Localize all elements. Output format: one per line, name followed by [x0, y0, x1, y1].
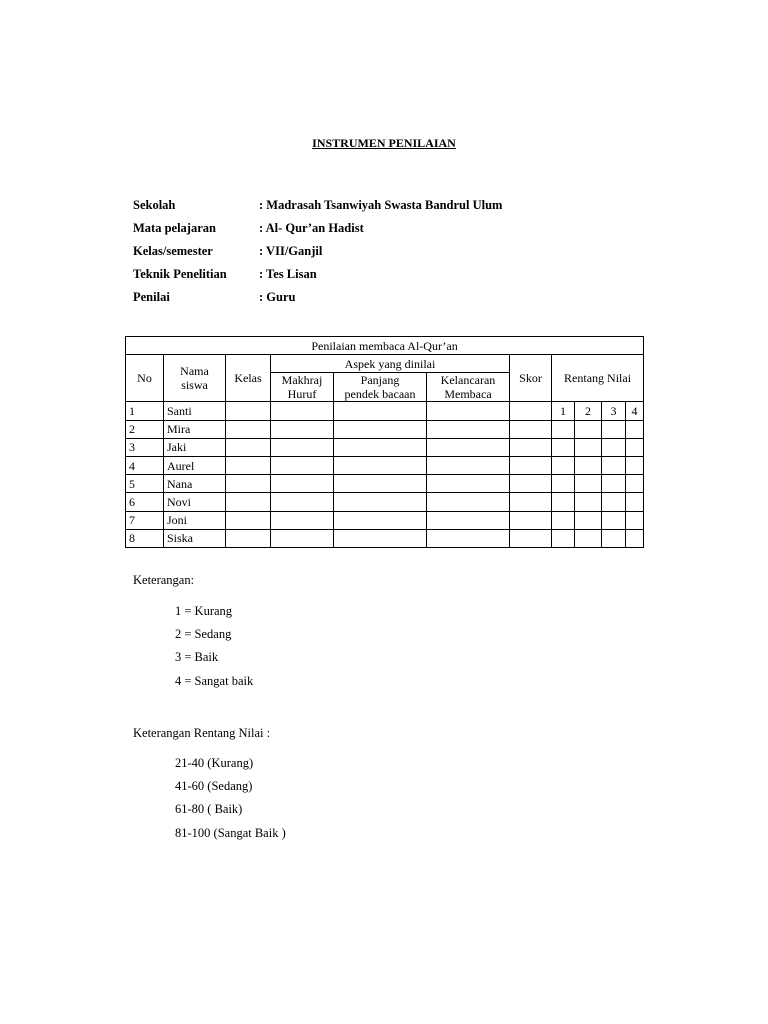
table-row	[126, 456, 644, 474]
table-row	[126, 529, 644, 547]
cell-kelancaran	[427, 475, 510, 493]
cell-rentang	[552, 493, 575, 511]
cell-rentang	[626, 420, 644, 438]
keterangan-heading: Keterangan:	[133, 573, 195, 587]
keterangan-item: 4 = Sangat baik	[175, 674, 254, 688]
row-nama: Nana	[164, 475, 226, 493]
cell-rentang	[552, 529, 575, 547]
keterangan-rentang-item: 81-100 (Sangat Baik )	[175, 826, 286, 840]
rentang-level: 3	[602, 402, 626, 420]
cell-panjang	[334, 420, 427, 438]
cell-rentang	[552, 438, 575, 456]
header-kelas: Kelas	[226, 355, 271, 402]
cell-panjang	[334, 475, 427, 493]
cell-panjang	[334, 511, 427, 529]
cell-kelancaran	[427, 456, 510, 474]
keterangan-rentang-heading: Keterangan Rentang Nilai :	[133, 726, 271, 740]
info-value: : Guru	[259, 290, 296, 304]
keterangan-item: 3 = Baik	[175, 650, 219, 664]
cell-kelas	[226, 511, 271, 529]
info-label: Kelas/semester	[133, 244, 213, 258]
cell-skor	[510, 493, 552, 511]
cell-rentang	[602, 420, 626, 438]
cell-rentang	[575, 420, 602, 438]
header-rentang-nilai: Rentang Nilai	[552, 355, 644, 402]
info-label: Sekolah	[133, 198, 176, 212]
document-title: INSTRUMEN PENILAIAN	[312, 136, 456, 150]
header-no: No	[126, 355, 164, 402]
cell-rentang	[602, 456, 626, 474]
table-row	[126, 438, 644, 456]
cell-skor	[510, 456, 552, 474]
header-kelancaran-membaca	[427, 373, 510, 402]
cell-kelancaran	[427, 529, 510, 547]
cell-kelas	[226, 475, 271, 493]
header-nama-line1: Nama	[180, 364, 209, 379]
info-value: : Madrasah Tsanwiyah Swasta Bandrul Ulum	[259, 198, 503, 212]
cell-rentang	[575, 529, 602, 547]
header-kelancaran-line1: Kelancaran	[440, 373, 496, 388]
cell-makhraj	[271, 456, 334, 474]
cell-kelas	[226, 529, 271, 547]
header-panjang-line1: Panjang	[360, 373, 400, 388]
cell-rentang	[602, 493, 626, 511]
rentang-level: 1	[552, 402, 575, 420]
cell-panjang	[334, 402, 427, 420]
header-kelancaran-line2: Membaca	[444, 387, 492, 402]
assessment-table	[125, 336, 644, 548]
info-value: : Al- Qur’an Hadist	[259, 221, 364, 235]
cell-panjang	[334, 438, 427, 456]
cell-skor	[510, 402, 552, 420]
row-nama: Mira	[164, 420, 226, 438]
header-panjang-pendek	[334, 373, 427, 402]
cell-rentang	[552, 511, 575, 529]
keterangan-item: 2 = Sedang	[175, 627, 232, 641]
row-no: 5	[126, 475, 164, 493]
cell-rentang	[575, 438, 602, 456]
info-label: Mata pelajaran	[133, 221, 216, 235]
header-aspek: Aspek yang dinilai	[271, 355, 510, 373]
cell-rentang	[626, 511, 644, 529]
cell-kelas	[226, 438, 271, 456]
cell-kelancaran	[427, 420, 510, 438]
table-row	[126, 402, 644, 420]
cell-rentang	[602, 511, 626, 529]
cell-panjang	[334, 529, 427, 547]
keterangan-item: 1 = Kurang	[175, 604, 233, 618]
cell-makhraj	[271, 475, 334, 493]
header-makhraj-huruf	[271, 373, 334, 402]
keterangan-rentang-item: 41-60 (Sedang)	[175, 779, 253, 793]
row-nama: Santi	[164, 402, 226, 420]
table-row	[126, 511, 644, 529]
cell-makhraj	[271, 493, 334, 511]
cell-makhraj	[271, 529, 334, 547]
info-label: Penilai	[133, 290, 170, 304]
row-no: 3	[126, 438, 164, 456]
cell-rentang	[626, 529, 644, 547]
row-no: 8	[126, 529, 164, 547]
cell-kelancaran	[427, 493, 510, 511]
cell-rentang	[552, 456, 575, 474]
row-nama: Joni	[164, 511, 226, 529]
keterangan-rentang-item: 21-40 (Kurang)	[175, 756, 254, 770]
cell-panjang	[334, 493, 427, 511]
info-value: : Tes Lisan	[259, 267, 317, 281]
table-row	[126, 420, 644, 438]
keterangan-rentang-item: 61-80 ( Baik)	[175, 802, 243, 816]
row-no: 7	[126, 511, 164, 529]
cell-kelas	[226, 493, 271, 511]
row-no: 2	[126, 420, 164, 438]
cell-makhraj	[271, 438, 334, 456]
rentang-level: 4	[626, 402, 644, 420]
cell-kelas	[226, 420, 271, 438]
table-caption: Penilaian membaca Al-Qur’an	[126, 337, 644, 355]
cell-rentang	[626, 493, 644, 511]
cell-rentang	[575, 475, 602, 493]
cell-skor	[510, 438, 552, 456]
header-skor: Skor	[510, 355, 552, 402]
row-nama: Siska	[164, 529, 226, 547]
cell-rentang	[552, 475, 575, 493]
cell-rentang	[602, 438, 626, 456]
cell-kelas	[226, 456, 271, 474]
cell-rentang	[602, 475, 626, 493]
cell-kelancaran	[427, 438, 510, 456]
cell-kelancaran	[427, 402, 510, 420]
rentang-level: 2	[575, 402, 602, 420]
cell-rentang	[602, 529, 626, 547]
cell-rentang	[626, 438, 644, 456]
header-nama-siswa	[164, 355, 226, 402]
cell-panjang	[334, 456, 427, 474]
header-makhraj-line1: Makhraj	[281, 373, 323, 388]
cell-skor	[510, 529, 552, 547]
cell-rentang	[575, 493, 602, 511]
header-makhraj-line2: Huruf	[287, 387, 317, 402]
table-row	[126, 475, 644, 493]
cell-rentang	[626, 475, 644, 493]
cell-rentang	[575, 456, 602, 474]
row-nama: Novi	[164, 493, 226, 511]
cell-rentang	[552, 420, 575, 438]
row-no: 6	[126, 493, 164, 511]
row-nama: Aurel	[164, 456, 226, 474]
cell-makhraj	[271, 511, 334, 529]
cell-kelancaran	[427, 511, 510, 529]
cell-kelas	[226, 402, 271, 420]
row-no: 4	[126, 456, 164, 474]
table-row	[126, 493, 644, 511]
cell-rentang	[575, 511, 602, 529]
cell-makhraj	[271, 420, 334, 438]
cell-skor	[510, 420, 552, 438]
cell-rentang	[626, 456, 644, 474]
info-label: Teknik Penelitian	[133, 267, 227, 281]
info-value: : VII/Ganjil	[259, 244, 323, 258]
cell-makhraj	[271, 402, 334, 420]
row-no: 1	[126, 402, 164, 420]
cell-skor	[510, 511, 552, 529]
cell-skor	[510, 475, 552, 493]
header-nama-line2: siswa	[181, 378, 208, 393]
header-panjang-line2: pendek bacaan	[344, 387, 416, 402]
row-nama: Jaki	[164, 438, 226, 456]
